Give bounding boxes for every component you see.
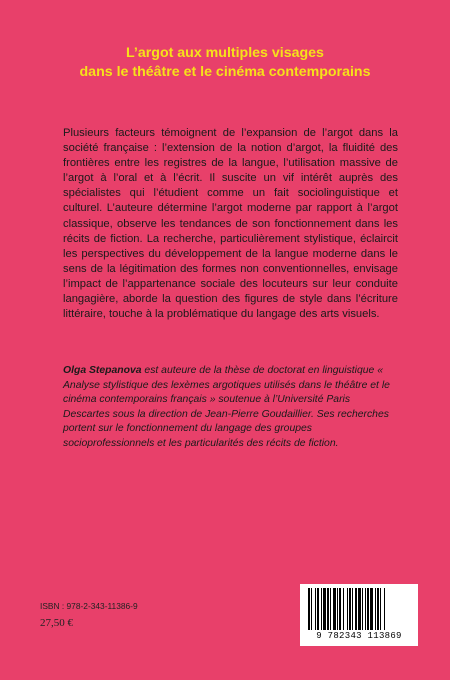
barcode-bar [330,588,331,630]
barcode-bar [367,588,369,630]
isbn-label: ISBN : 978-2-343-11386-9 [40,601,138,611]
barcode-bar [315,588,316,630]
summary-text: Plusieurs facteurs témoignent de l’expansion de l’argot dans la société française : l’extension de la notion d’argot, la fluidité des frontières entre les registres de la langue, l’utilisation massive de l’argot à l’oral et à l’écrit. Il suscite un vif intérêt auprès des spécialistes qui l’étudient comme un fait sociolinguistique et culturel. L’auteure détermine l’argot moderne par rapport à l’argot classique, observe les tendances de son fonctionnement dans les récits de fiction. La recherche, particulièrement stylistique, éclaircit les perspectives du développement de la langue moderne dans le sens de la légitimation des formes non conventionnelles, envisage l’impact de l’appartenance sociale des locuteurs sur leur conduite langagière, aborde la question des figures de style dans l’écriture littéraire, touche à la problématique du langage des arts visuels. [63,127,398,321]
barcode-bar [384,588,385,630]
barcode-bar [321,588,322,630]
author-bio-text: est auteure de la thèse de doctorat en linguistique « Analyse stylistique des lexèmes argotiques utilisés dans le théâtre et le cinéma contemporains français » soutenue à l’Université Paris Descartes sous la direction de Jean-Pierre Goudaillier. Ses recherches portent sur le fonctionnement du langage des groupes socioprofessionnels et les particularités des récits de fiction. [63,365,390,449]
author-bio-block [63,364,398,451]
book-summary [63,126,398,322]
author-name: Olga Stepanova [63,365,142,376]
barcode-bar [333,588,336,630]
barcode-bar [343,588,344,630]
price-label: 27,50 € [40,617,73,629]
barcode-bars [306,588,412,630]
barcode-bar [380,588,381,630]
barcode-bar [347,588,348,630]
title-line-1: L’argot aux multiples visages [126,45,324,61]
barcode [300,584,418,646]
book-title [0,44,450,82]
barcode-bar [317,588,319,630]
barcode-bar [327,588,329,630]
barcode-bar [339,588,341,630]
barcode-bar [352,588,353,630]
barcode-digits: 9 782343 113869 [316,631,402,641]
barcode-bar [349,588,351,630]
barcode-bar [355,588,357,630]
barcode-bar [323,588,326,630]
barcode-bar [358,588,361,630]
barcode-bar [375,588,376,630]
barcode-bar [370,588,373,630]
barcode-bar [377,588,379,630]
title-line-2: dans le théâtre et le cinéma contemporains [79,64,371,80]
author-bio-paragraph [63,364,398,451]
barcode-bar [365,588,366,630]
barcode-bar [308,588,310,630]
barcode-bar [362,588,363,630]
barcode-bar [311,588,312,630]
barcode-bar [337,588,338,630]
